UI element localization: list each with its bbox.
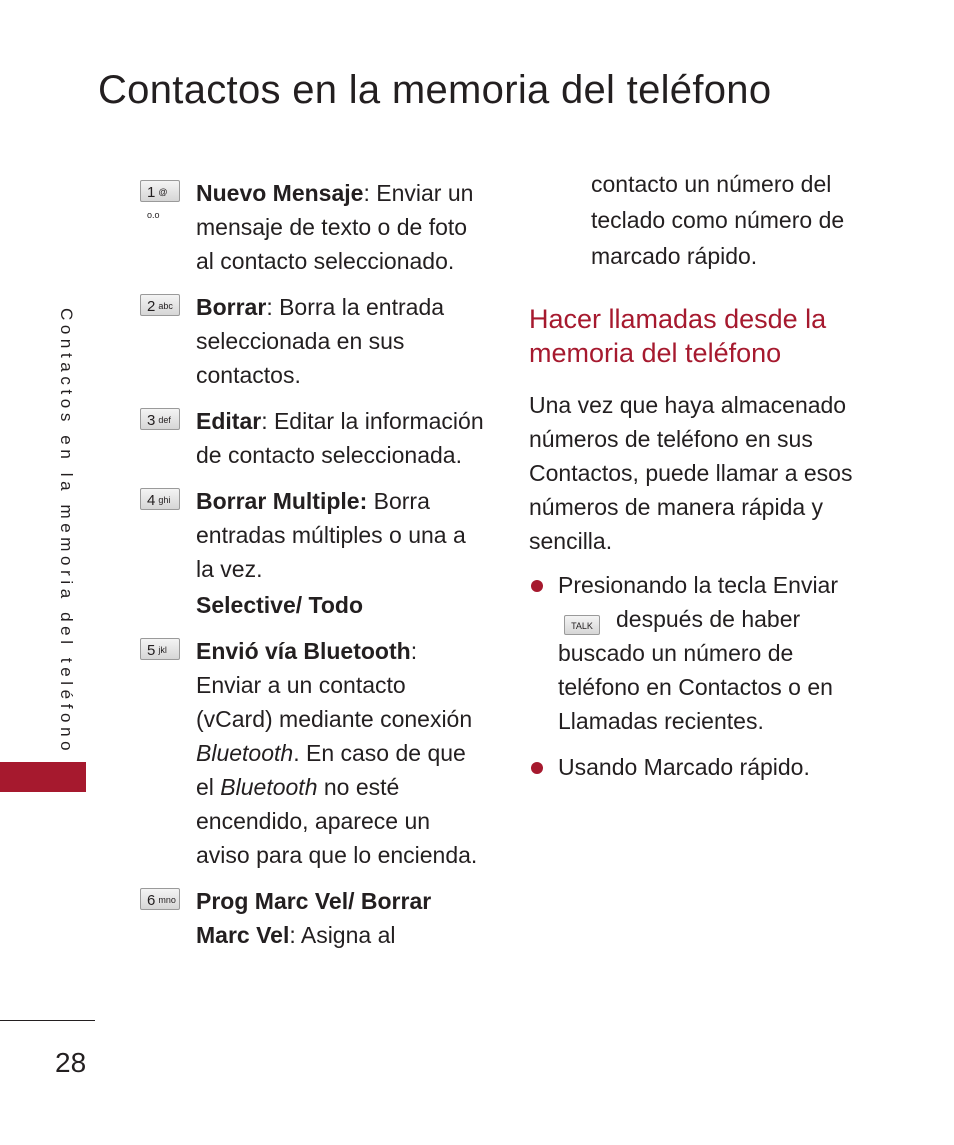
bullet-icon [531, 580, 543, 592]
item-term: Borrar Multiple: [196, 488, 368, 514]
talk-key-icon: TALK [564, 615, 600, 635]
menu-item-prog-marc-vel [138, 884, 488, 952]
item-term: Prog Marc Vel/ Borrar Marc Vel [196, 888, 432, 948]
continued-text: contacto un número del teclado como número de marcado rápido. [591, 171, 845, 269]
page-number: 28 [55, 1047, 87, 1078]
section-heading: Hacer llamadas desde la memoria del teléfono [529, 304, 827, 368]
item-text: : Editar la información de contacto seleccionada. [196, 408, 484, 468]
keypad-1-icon: 1 @ o.o [140, 180, 180, 202]
item-text: : Asigna al [289, 922, 396, 948]
item-term: Nuevo Mensaje [196, 180, 364, 206]
right-column [529, 166, 869, 796]
item-term: Borrar [196, 294, 267, 320]
list-item: Presionando la tecla Enviar TALK después de haber buscado un número de teléfono en Contactos o en Llamadas recientes. [529, 568, 869, 738]
item-text: : Borra la entrada seleccionada en sus contactos. [196, 294, 445, 388]
left-column [138, 176, 488, 964]
menu-item-nuevo-mensaje [138, 176, 488, 278]
keypad-4-icon: 4 ghi [140, 488, 180, 510]
keypad-6-icon: 6 mno [140, 888, 180, 910]
menu-item-editar [138, 404, 488, 472]
item-text: Borra entradas múltiples o una a la vez. [196, 488, 466, 582]
keypad-2-icon: 2 abc [140, 294, 180, 316]
bullet-list [529, 568, 869, 784]
item-term: Editar [196, 408, 262, 434]
menu-item-envio-bluetooth: 5 jkl Envió vía Bluetooth: Enviar a un contacto (vCard) mediante conexión Bluetooth. En caso de que el Bluetooth no esté encendido, aparece un aviso para que lo encienda. [138, 634, 488, 872]
item-term: Envió vía Bluetooth [196, 638, 411, 664]
page-title: Contactos en la memoria del teléfono [98, 68, 772, 112]
list-item: Usando Marcado rápido. [529, 750, 869, 784]
item-options: Selective/ Todo [196, 592, 364, 618]
keypad-3-icon: 3 def [140, 408, 180, 430]
section-tab-marker [0, 762, 86, 792]
bullet-icon [531, 762, 543, 774]
intro-paragraph: Una vez que haya almacenado números de teléfono en sus Contactos, puede llamar a esos números de manera rápida y sencilla. [529, 392, 853, 554]
item-text: : Enviar un mensaje de texto o de foto al contacto seleccionado. [196, 180, 474, 274]
bluetooth-term: Bluetooth [220, 774, 318, 800]
keypad-5-icon: 5 jkl [140, 638, 180, 660]
menu-item-borrar [138, 290, 488, 392]
side-section-label: Contactos en la memoria del teléfono [57, 308, 76, 756]
bluetooth-term: Bluetooth [196, 740, 294, 766]
menu-item-borrar-multiple [138, 484, 488, 622]
footer-divider [0, 1020, 95, 1021]
